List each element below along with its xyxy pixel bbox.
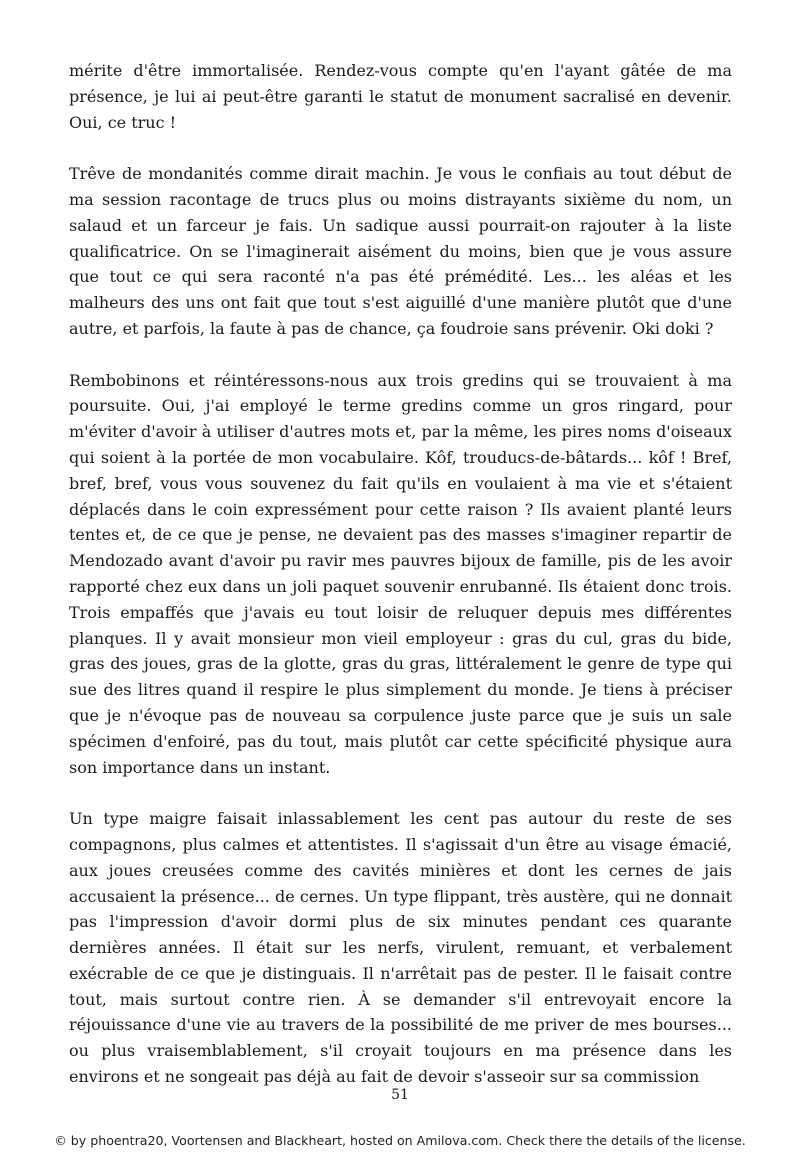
page-body [69, 58, 732, 1090]
page-number: 51 [391, 1087, 409, 1103]
license-footer: © by phoentra20, Voortensen and Blackheart, hosted on Amilova.com. Check there the details of the license. [54, 1133, 746, 1148]
paragraph-4: Un type maigre faisait inlassablement les cent pas autour du reste de ses compagnons, plus calmes et attentistes. Il s'agissait d'un être au visage émacié, aux joues creusées comme des cavités minières et dont les cernes de jais accusaient la présence... de cernes. Un type flippant, très austère, qui ne donnait pas l'impression d'avoir dormi plus de six minutes pendant ces quarante dernières années. Il était sur les nerfs, virulent, remuant, et verbalement exécrable de ce que je distinguais. Il n'arrêtait pas de pester. Il le faisait contre tout, mais surtout contre rien. À se demander s'il entrevoyait encore la réjouissance d'une vie au travers de la possibilité de me priver de mes bourses... ou plus vraisemblablement, s'il croyait toujours en ma présence dans les environs et ne songeait pas déjà au fait de devoir s'asseoir sur sa commission [69, 809, 732, 1087]
paragraph-2: Trêve de mondanités comme dirait machin. Je vous le confiais au tout début de ma session racontage de trucs plus ou moins distrayants sixième du nom, un salaud et un farceur je fais. Un sadique aussi pourrait-on rajouter à la liste qualificatrice. On se l'imaginerait aisément du moins, bien que je vous assure que tout ce qui sera raconté n'a pas été prémédité. Les... les aléas et les malheurs des uns ont fait que tout s'est aiguillé d'une manière plutôt que d'une autre, et parfois, la faute à pas de chance, ça foudroie sans prévenir. Oki doki ? [69, 164, 732, 338]
paragraph-1: mérite d'être immortalisée. Rendez-vous compte qu'en l'ayant gâtée de ma présence, je lui ai peut-être garanti le statut de monument sacralisé en devenir. Oui, ce truc ! [69, 61, 732, 132]
paragraph-3: Rembobinons et réintéressons-nous aux trois gredins qui se trouvaient à ma poursuite. Oui, j'ai employé le terme gredins comme un gros ringard, pour m'éviter d'avoir à utiliser d'autres mots et, par la même, les pires noms d'oiseaux qui soient à la portée de mon vocabulaire. Kôf, trouducs-de-bâtards... kôf ! Bref, bref, bref, vous vous souvenez du fait qu'ils en voulaient à ma vie et s'étaient déplacés dans le coin expressément pour cette raison ? Ils avaient planté leurs tentes et, de ce que je pense, ne devaient pas des masses s'imaginer repartir de Mendozado avant d'avoir pu ravir mes pauvres bijoux de famille, pis de les avoir rapporté chez eux dans un joli paquet souvenir enrubanné. Ils étaient donc trois. Trois empaffés que j'avais eu tout loisir de reluquer depuis mes différentes planques. Il y avait monsieur mon vieil employeur : gras du cul, gras du bide, gras des joues, gras de la glotte, gras du gras, littéralement le genre de type qui sue des litres quand il respire le plus simplement du monde. Je tiens à préciser que je n'évoque pas de nouveau sa corpulence juste parce que je suis un sale spécimen d'enfoiré, pas du tout, mais plutôt car cette spécificité physique aura son importance dans un instant. [69, 370, 732, 777]
